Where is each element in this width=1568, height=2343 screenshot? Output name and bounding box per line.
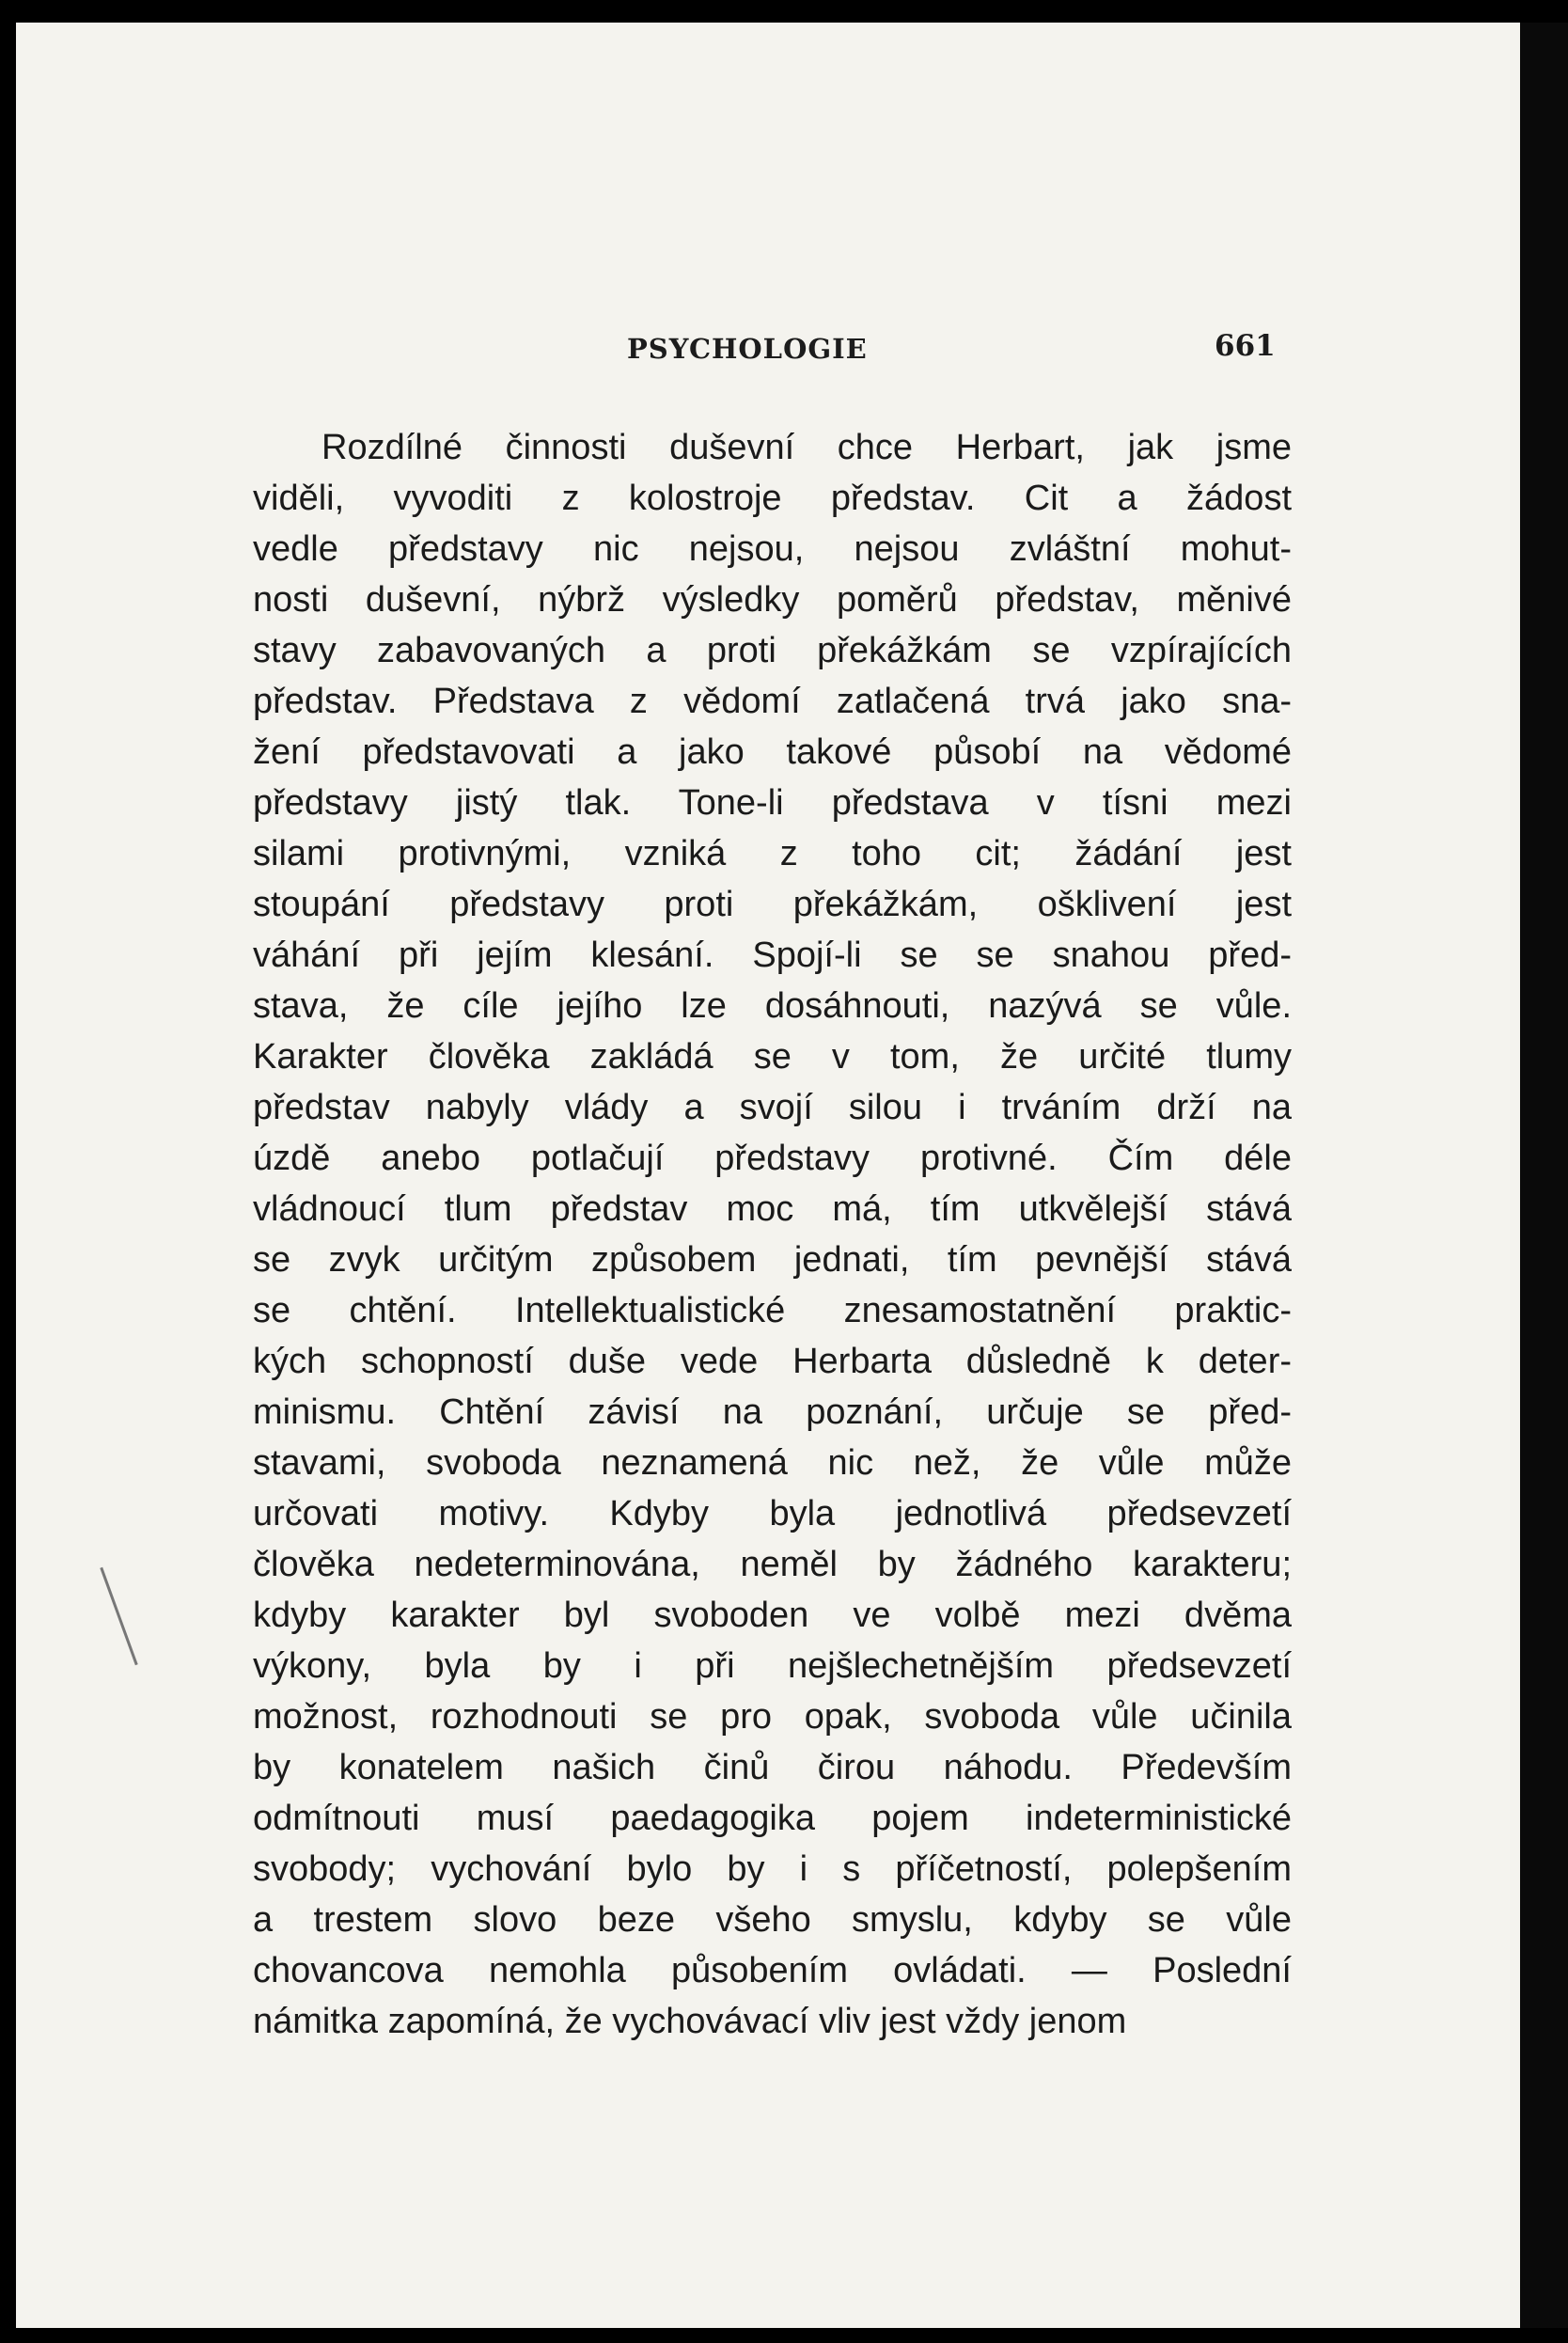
text-line: váhání při jejím klesání. Spojí-li se se snahou před- — [253, 936, 1292, 975]
text-line: stavami, svoboda neznamená nic než, že vůle může — [253, 1443, 1292, 1483]
book-page — [16, 23, 1520, 2328]
text-line: Rozdílné činnosti duševní chce Herbart, jak jsme — [321, 428, 1292, 467]
text-line: stava, že cíle jejího lze dosáhnouti, nazývá se vůle. — [253, 986, 1292, 1026]
text-line: silami protivnými, vzniká z toho cit; žádání jest — [253, 834, 1292, 873]
text-line: žení představovati a jako takové působí na vědomé — [253, 732, 1292, 772]
body-text — [253, 422, 1292, 2047]
page-header — [16, 325, 1520, 372]
text-line: vedle představy nic nejsou, nejsou zvláštní mohut- — [253, 529, 1292, 569]
text-line: se chtění. Intellektualistické znesamostatnění praktic- — [253, 1291, 1292, 1330]
page-number: 661 — [1215, 329, 1276, 363]
text-line: Karakter člověka zakládá se v tom, že určité tlumy — [253, 1037, 1292, 1077]
running-title: PSYCHOLOGIE — [627, 333, 868, 365]
text-line: by konatelem našich činů čirou náhodu. Především — [253, 1748, 1292, 1787]
text-line: kých schopností duše vede Herbarta důsledně k deter- — [253, 1342, 1292, 1381]
text-line: svobody; vychování bylo by i s příčetností, polepšením — [253, 1849, 1292, 1889]
text-line: vládnoucí tlum představ moc má, tím utkvělejší stává — [253, 1189, 1292, 1229]
text-line: stavy zabavovaných a proti překážkám se vzpírajících — [253, 631, 1292, 670]
text-line: představ nabyly vlády a svojí silou i trváním drží na — [253, 1088, 1292, 1127]
text-line: odmítnouti musí paedagogika pojem indeterministické — [253, 1799, 1292, 1838]
text-line: představy jistý tlak. Tone-li představa v tísni mezi — [253, 783, 1292, 823]
text-line: se zvyk určitým způsobem jednati, tím pevnější stává — [253, 1240, 1292, 1280]
text-line: nosti duševní, nýbrž výsledky poměrů představ, měnivé — [253, 580, 1292, 620]
text-line: určovati motivy. Kdyby byla jednotlivá předsevzetí — [253, 1494, 1292, 1533]
text-line: námitka zapomíná, že vychovávací vliv jest vždy jenom — [253, 2002, 1127, 2041]
text-line: představ. Představa z vědomí zatlačená trvá jako sna- — [253, 682, 1292, 721]
text-line: výkony, byla by i při nejšlechetnějším předsevzetí — [253, 1646, 1292, 1686]
text-line: minismu. Chtění závisí na poznání, určuje se před- — [253, 1392, 1292, 1432]
text-line: viděli, vyvoditi z kolostroje představ. Cit a žádost — [253, 479, 1292, 518]
scan-border — [1520, 23, 1568, 2328]
text-line: kdyby karakter byl svoboden ve volbě mezi dvěma — [253, 1596, 1292, 1635]
text-line: člověka nedeterminována, neměl by žádného karakteru; — [253, 1545, 1292, 1584]
text-line: stoupání představy proti překážkám, ošklivení jest — [253, 885, 1292, 924]
text-line: chovancova nemohla působením ovládati. — Poslední — [253, 1951, 1292, 1990]
text-line: možnost, rozhodnouti se pro opak, svoboda vůle učinila — [253, 1697, 1292, 1737]
text-line: a trestem slovo beze všeho smyslu, kdyby se vůle — [253, 1900, 1292, 1940]
margin-pencil-mark — [100, 1567, 137, 1665]
text-line: úzdě anebo potlačují představy protivné. Čím déle — [253, 1139, 1292, 1178]
